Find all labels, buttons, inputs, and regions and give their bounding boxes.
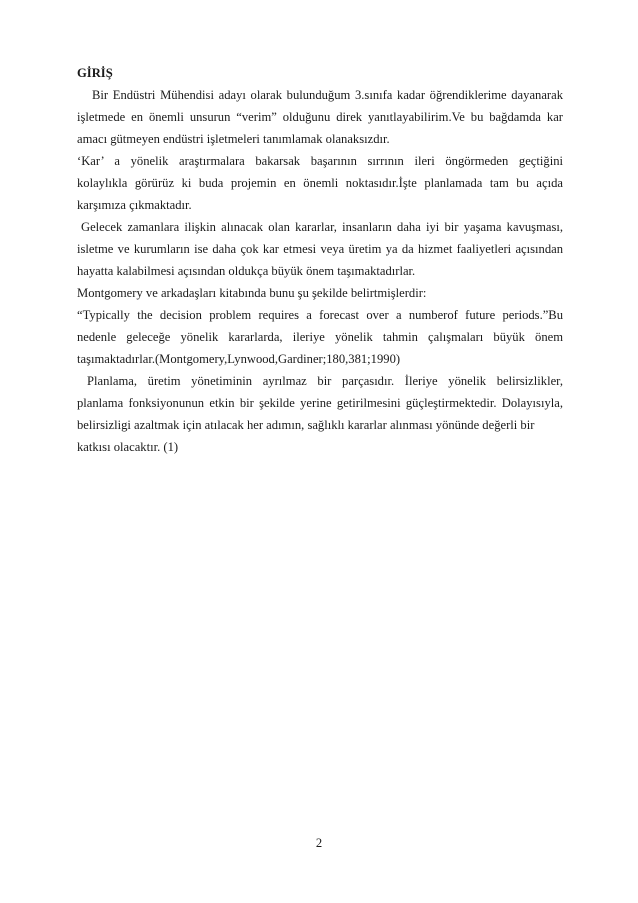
paragraph-line: taşımaktadırlar.(Montgomery,Lynwood,Gardiner;180,381;1990) — [77, 352, 401, 366]
paragraph-line: belirsizligi azaltmak için atılacak her adımın, sağlıklı kararlar alınması yönünde değerli bir — [77, 418, 535, 432]
paragraph-line: hayatta kalabilmesi açısından oldukça büyük önem taşımaktadırlar. — [77, 264, 416, 278]
paragraph-line: isletme ve kurumların ise daha çok kar etmesi veya üretim ya da hizmet faaliyetleri açısından — [77, 242, 563, 256]
paragraph-quote — [77, 304, 563, 370]
paragraph-line: karşımıza çıkmaktadır. — [77, 198, 192, 212]
paragraph-line: işletmede en önemli unsurun “verim” olduğunu direk yanıtlayabilirim.Ve bu bağdamda kar — [77, 110, 563, 124]
paragraph-line: “Typically the decision problem requires a forecast over a numberof future periods.”Bu — [77, 308, 563, 322]
paragraph-line: amacı gütmeyen endüstri işletmeleri tanımlamak olanaksızdır. — [77, 132, 390, 146]
paragraph-gelecek — [77, 216, 563, 282]
paragraph-kar — [77, 150, 563, 216]
paragraph-intro — [77, 84, 563, 150]
paragraph-line: kolaylıkla görürüz ki buda projemin en önemli noktasıdır.İşte planlamada tam bu açıda — [77, 176, 563, 190]
paragraph-line: planlama fonksiyonunun etkin bir şekilde yerine getirilmesini güçleştirmektedir. Dolayısıyla, — [77, 396, 563, 410]
paragraph-line: nedenle geleceğe yönelik kararlarda, ileriye yönelik tahmin çalışmaları büyük önem — [77, 330, 563, 344]
paragraph-line: katkısı olacaktır. (1) — [77, 440, 179, 454]
paragraph-line: Montgomery ve arkadaşları kitabında bunu şu şekilde belirtmişlerdir: — [77, 286, 427, 300]
paragraph-line: ‘Kar’ a yönelik araştırmalara bakarsak başarının sırrının ileri öngörmeden geçtiğini — [77, 154, 563, 168]
paragraph-montgomery — [77, 282, 563, 304]
paragraph-line: Planlama, üretim yönetiminin ayrılmaz bir parçasıdır. İleriye yönelik belirsizlikler, — [87, 374, 563, 388]
paragraph-line: Bir Endüstri Mühendisi adayı olarak bulunduğum 3.sınıfa kadar öğrendiklerime dayanarak — [92, 88, 563, 102]
paragraph-line: Gelecek zamanlara ilişkin alınacak olan kararlar, insanların daha iyi bir yaşama kavuşması, — [81, 220, 563, 234]
section-heading: GİRİŞ — [77, 66, 113, 80]
paragraph-planlama — [77, 370, 563, 458]
document-body — [77, 62, 563, 458]
page-number: 2 — [315, 836, 323, 850]
